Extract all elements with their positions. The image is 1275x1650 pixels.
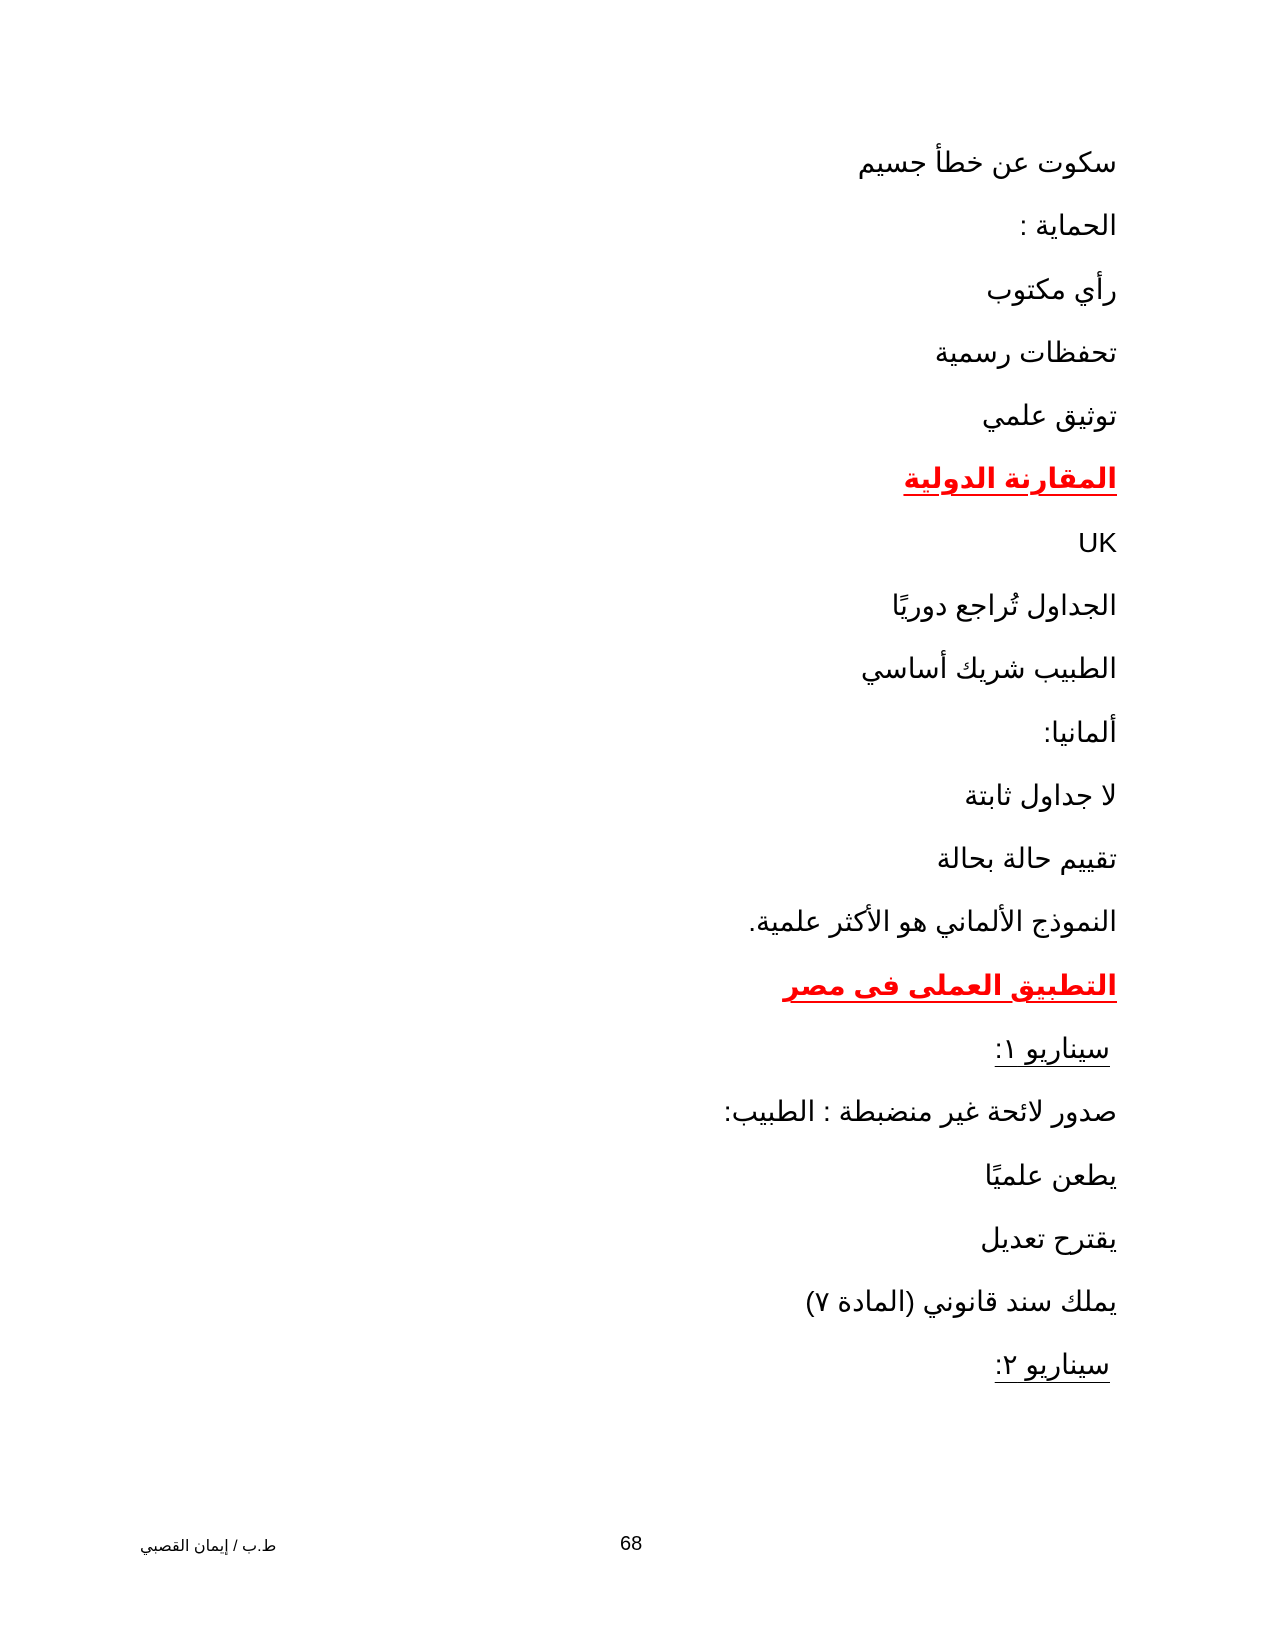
text-line: لا جداول ثابتة — [964, 780, 1117, 811]
section-heading: التطبيق العملى فى مصر — [783, 970, 1117, 1001]
section-heading: المقارنة الدولية — [903, 463, 1117, 494]
text-line: رأي مكتوب — [986, 274, 1117, 305]
text-line: تقييم حالة بحالة — [936, 843, 1117, 874]
text-line: سكوت عن خطأ جسيم — [857, 147, 1117, 178]
page-number: 68 — [620, 1533, 643, 1555]
text-line: تحفظات رسمية — [934, 337, 1117, 368]
footer-author: ط.ب / إيمان القصبي — [140, 1538, 277, 1555]
text-line: ألمانيا: — [1043, 717, 1117, 748]
text-line: يقترح تعديل — [980, 1223, 1117, 1254]
scenario-label: سيناريو ٢: — [994, 1349, 1110, 1380]
text-line: النموذج الألماني هو الأكثر علمية. — [748, 906, 1117, 937]
text-line: يطعن علميًا — [984, 1160, 1117, 1191]
text-line: الجداول تُراجع دوريًا — [891, 590, 1117, 621]
text-line: صدور لائحة غير منضبطة : الطبيب: — [723, 1096, 1117, 1127]
text-line: الطبيب شريك أساسي — [860, 653, 1117, 684]
text-line: توثيق علمي — [981, 400, 1117, 431]
scenario-label: سيناريو ١: — [994, 1033, 1110, 1064]
text-line: الحماية : — [1019, 210, 1117, 241]
text-line: UK — [1078, 527, 1117, 558]
text-line: يملك سند قانوني (المادة ٧) — [805, 1286, 1117, 1317]
